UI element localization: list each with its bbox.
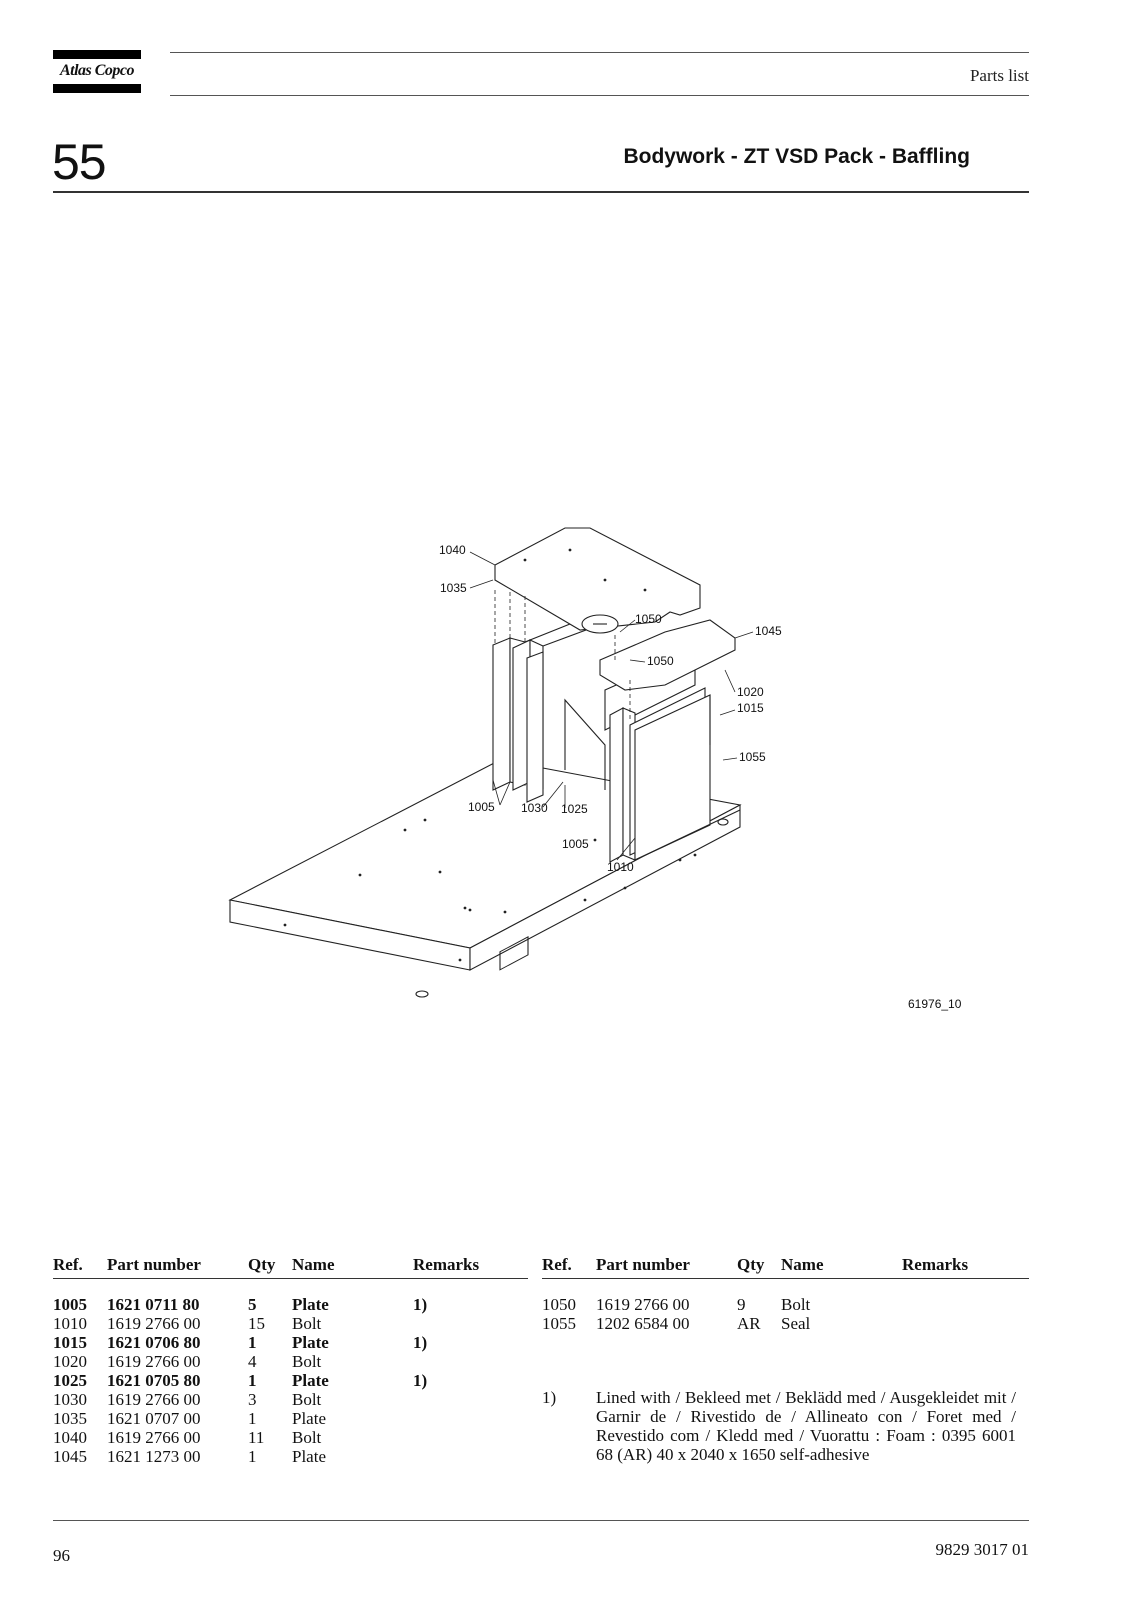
svg-text:1025: 1025 bbox=[561, 802, 588, 816]
cell-remarks: 1) bbox=[413, 1333, 428, 1352]
svg-text:61976_10: 61976_10 bbox=[908, 997, 962, 1011]
atlas-copco-logo bbox=[53, 50, 141, 94]
cell-ref: 1035 bbox=[53, 1409, 87, 1428]
svg-text:1005: 1005 bbox=[468, 800, 495, 814]
cell-qty: 1 bbox=[248, 1409, 257, 1428]
svg-text:1010: 1010 bbox=[607, 860, 634, 874]
cell-qty: 11 bbox=[248, 1428, 265, 1447]
cell-name: Bolt bbox=[292, 1352, 322, 1371]
header-qty: Qty bbox=[248, 1255, 276, 1274]
cell-part-number: 1619 2766 00 bbox=[107, 1428, 201, 1447]
page-number: 96 bbox=[53, 1546, 70, 1565]
table-row bbox=[53, 1428, 523, 1447]
header-remarks: Remarks bbox=[902, 1255, 969, 1274]
cell-qty: 5 bbox=[248, 1295, 257, 1314]
cell-name: Plate bbox=[292, 1409, 326, 1428]
cell-qty: 4 bbox=[248, 1352, 257, 1371]
header-rule-top bbox=[170, 52, 1029, 53]
cell-ref: 1010 bbox=[53, 1314, 87, 1333]
table-row bbox=[542, 1314, 1012, 1333]
table-right-header-rule bbox=[542, 1278, 1029, 1279]
cell-ref: 1030 bbox=[53, 1390, 87, 1409]
cell-name: Plate bbox=[292, 1295, 329, 1314]
cell-part-number: 1619 2766 00 bbox=[107, 1352, 201, 1371]
header-ref: Ref. bbox=[542, 1255, 572, 1274]
cell-qty: 3 bbox=[248, 1390, 257, 1409]
cell-part-number: 1619 2766 00 bbox=[107, 1314, 201, 1333]
svg-text:1045: 1045 bbox=[755, 624, 782, 638]
table-row bbox=[53, 1314, 523, 1333]
svg-text:1055: 1055 bbox=[739, 750, 766, 764]
header-qty: Qty bbox=[737, 1255, 765, 1274]
header-part-number: Part number bbox=[107, 1255, 201, 1274]
table-row bbox=[53, 1447, 523, 1466]
cell-name: Plate bbox=[292, 1371, 329, 1390]
svg-text:1005: 1005 bbox=[562, 837, 589, 851]
header-part-number: Part number bbox=[596, 1255, 690, 1274]
cell-part-number: 1621 0707 00 bbox=[107, 1409, 201, 1428]
footnote-marker: 1) bbox=[542, 1388, 557, 1407]
table-row bbox=[53, 1371, 523, 1390]
chapter-number: 55 bbox=[52, 134, 106, 190]
cell-qty: 1 bbox=[248, 1447, 257, 1466]
cell-name: Plate bbox=[292, 1447, 326, 1466]
header-remarks: Remarks bbox=[413, 1255, 480, 1274]
table-header bbox=[542, 1255, 1012, 1274]
cell-qty: 1 bbox=[248, 1333, 257, 1352]
page-title: Bodywork - ZT VSD Pack - Baffling bbox=[623, 145, 970, 168]
cell-ref: 1005 bbox=[53, 1295, 87, 1314]
top-plate bbox=[495, 528, 700, 633]
cell-ref: 1050 bbox=[542, 1295, 576, 1314]
logo-bar-top bbox=[53, 50, 141, 59]
cell-qty: 1 bbox=[248, 1371, 257, 1390]
header-ref: Ref. bbox=[53, 1255, 83, 1274]
cell-part-number: 1619 2766 00 bbox=[596, 1295, 690, 1314]
table-row bbox=[53, 1409, 523, 1428]
cell-qty: 9 bbox=[737, 1295, 746, 1314]
table-row bbox=[53, 1333, 523, 1352]
cell-name: Bolt bbox=[292, 1314, 322, 1333]
cell-name: Bolt bbox=[292, 1390, 322, 1409]
svg-text:1015: 1015 bbox=[737, 701, 764, 715]
svg-text:1040: 1040 bbox=[439, 543, 466, 557]
logo-wordmark: Atlas Copco bbox=[59, 62, 135, 79]
cell-ref: 1055 bbox=[542, 1314, 576, 1333]
table-header bbox=[53, 1255, 523, 1274]
cell-qty: AR bbox=[737, 1314, 761, 1333]
section-label: Parts list bbox=[969, 66, 1029, 85]
svg-text:1020: 1020 bbox=[737, 685, 764, 699]
footer-rule bbox=[53, 1520, 1029, 1521]
cell-remarks: 1) bbox=[413, 1295, 428, 1314]
exploded-parts-drawing bbox=[225, 520, 1005, 1050]
footnote-text: Lined with / Bekleed met / Beklädd med / Ausgekleidet mit / Garnir de / Rivestido de / Allineato con / Foret med / Revestido com / Kledd med / Vuorattu : Foam : 0395 6001 68 (AR) 40 x 2040 x 1650 self-adhesive bbox=[596, 1388, 1016, 1464]
cell-remarks: 1) bbox=[413, 1371, 428, 1390]
parts-rows-left bbox=[53, 1295, 523, 1470]
svg-text:1030: 1030 bbox=[521, 801, 548, 815]
cell-part-number: 1621 1273 00 bbox=[107, 1447, 201, 1466]
cell-part-number: 1621 0706 80 bbox=[107, 1333, 201, 1352]
table-row bbox=[53, 1390, 523, 1409]
cell-part-number: 1202 6584 00 bbox=[596, 1314, 690, 1333]
logo-bar-bottom bbox=[53, 84, 141, 93]
cell-name: Seal bbox=[781, 1314, 811, 1333]
cell-qty: 15 bbox=[248, 1314, 265, 1333]
parts-rows-right bbox=[542, 1295, 1012, 1340]
cell-name: Bolt bbox=[781, 1295, 811, 1314]
cell-part-number: 1621 0705 80 bbox=[107, 1371, 201, 1390]
cell-ref: 1045 bbox=[53, 1447, 87, 1466]
document-number: 9829 3017 01 bbox=[935, 1540, 1029, 1559]
header-name: Name bbox=[781, 1255, 824, 1274]
cell-name: Plate bbox=[292, 1333, 329, 1352]
cell-part-number: 1621 0711 80 bbox=[107, 1295, 200, 1314]
table-left-header-rule bbox=[53, 1278, 528, 1279]
svg-text:1050: 1050 bbox=[647, 654, 674, 668]
cell-ref: 1015 bbox=[53, 1333, 87, 1352]
table-row bbox=[53, 1295, 523, 1314]
header-rule-bottom bbox=[170, 95, 1029, 96]
cell-ref: 1040 bbox=[53, 1428, 87, 1447]
svg-text:1035: 1035 bbox=[440, 581, 467, 595]
cell-part-number: 1619 2766 00 bbox=[107, 1390, 201, 1409]
table-row bbox=[542, 1295, 1012, 1314]
cell-name: Bolt bbox=[292, 1428, 322, 1447]
title-rule bbox=[53, 191, 1029, 193]
cell-ref: 1020 bbox=[53, 1352, 87, 1371]
header-name: Name bbox=[292, 1255, 335, 1274]
svg-text:1050: 1050 bbox=[635, 612, 662, 626]
parts-table-right bbox=[542, 1255, 1012, 1277]
table-row bbox=[53, 1352, 523, 1371]
cell-ref: 1025 bbox=[53, 1371, 87, 1390]
